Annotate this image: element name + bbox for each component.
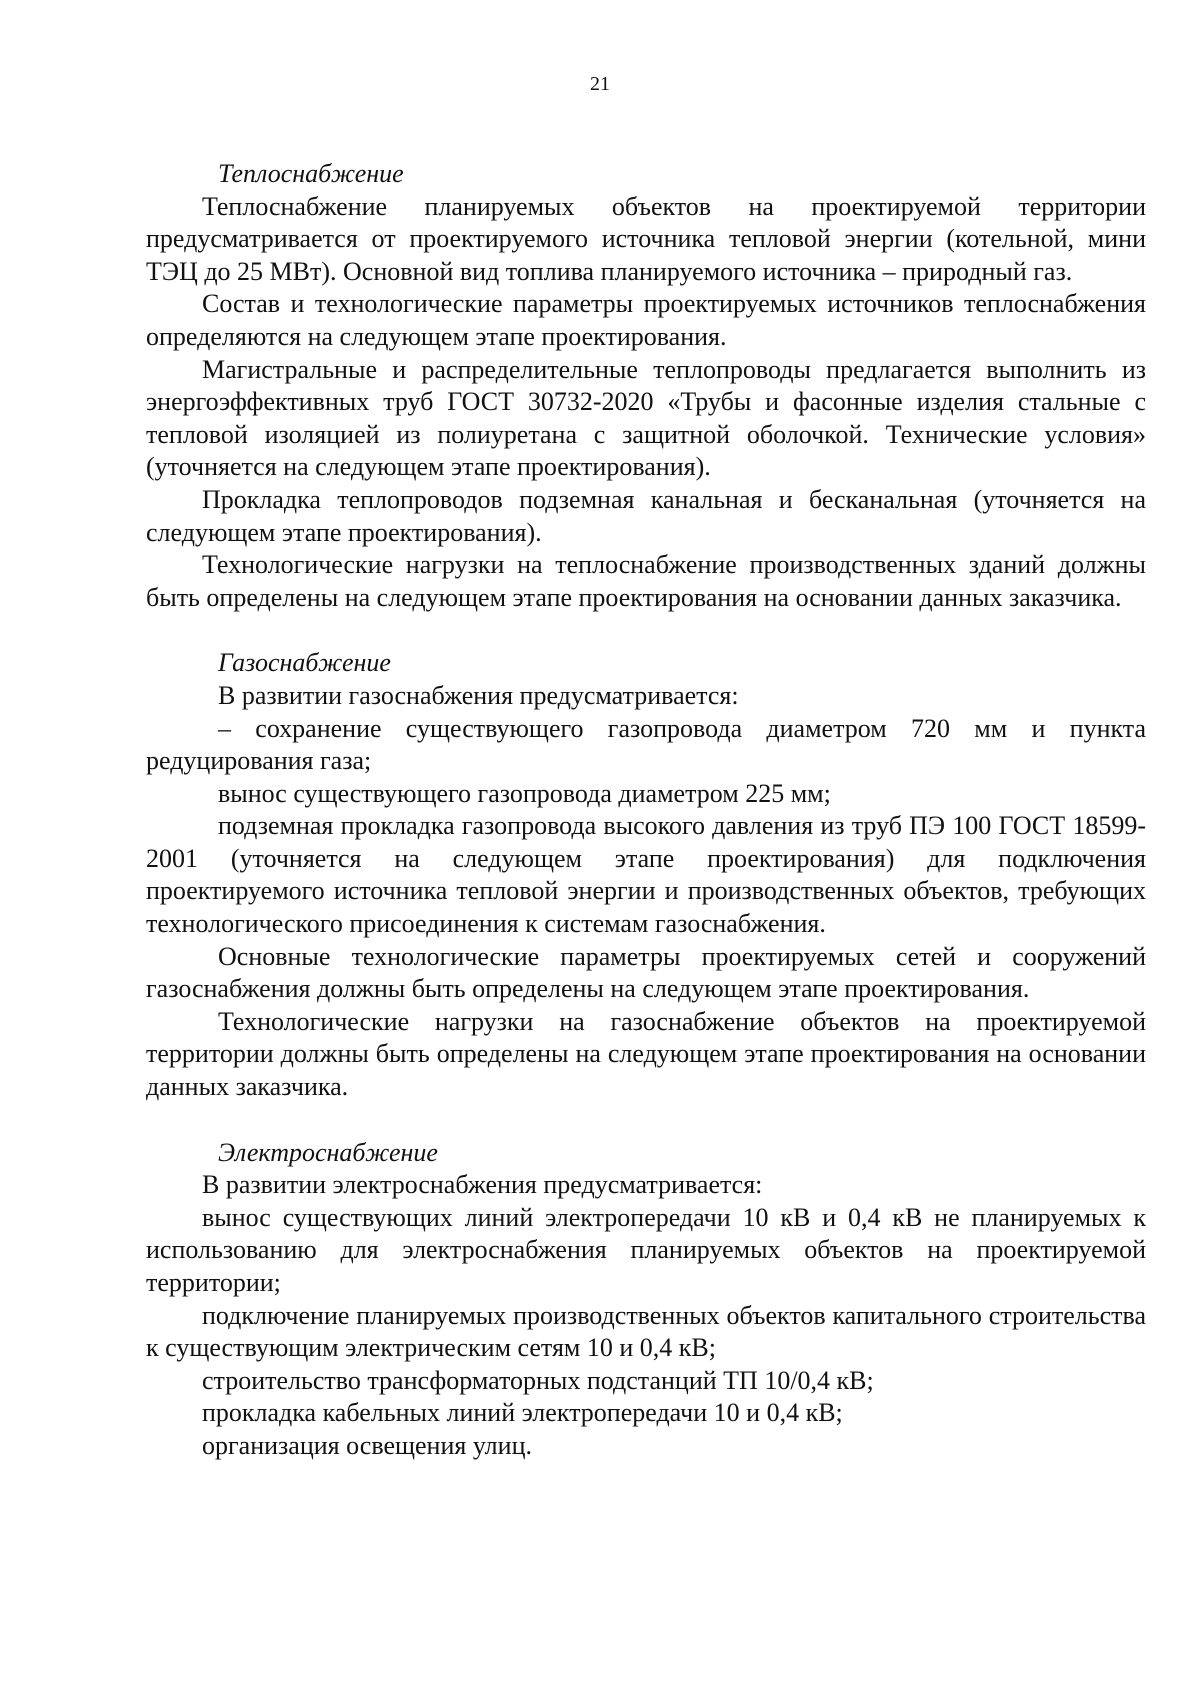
paragraph: Теплоснабжение планируемых объектов на проектируемой территории предусматривается от проектируемого источника тепловой энергии (котельной, мини ТЭЦ до 25 МВт). Основной вид топлива планируемого источника – природный газ. [146, 191, 1146, 286]
paragraph: – сохранение существующего газопровода диаметром 720 мм и пункта редуцирования газа; [146, 713, 1146, 776]
paragraph: подземная прокладка газопровода высокого давления из труб ПЭ 100 ГОСТ 18599-2001 (уточняется на следующем этапе проектирования) для подключения проектируемого источника тепловой энергии и производственных объектов, требующих технологического присоединения к системам газоснабжения. [146, 811, 1146, 939]
paragraph: вынос существующих линий электропередачи 10 кВ и 0,4 кВ не планируемых к использованию для электроснабжения планируемых объектов на проектируемой территории; [146, 1202, 1146, 1297]
paragraph: Технологические нагрузки на газоснабжение объектов на проектируемой территории должны быть определены на следующем этапе проектирования на основании данных заказчика. [146, 1006, 1146, 1102]
paragraph: прокладка кабельных линий электропередачи 10 и 0,4 кВ; [202, 1398, 843, 1428]
paragraph: вынос существующего газопровода диаметром 225 мм; [218, 778, 831, 808]
section-gap [146, 1104, 1146, 1137]
page-number: 21 [590, 73, 610, 95]
paragraph: Прокладка теплопроводов подземная канальная и бесканальная (уточняется на следующем этапе проектирования). [146, 484, 1146, 547]
section-heading: Газоснабжение [218, 648, 391, 678]
paragraph: Состав и технологические параметры проектируемых источников теплоснабжения определяются на следующем этапе проектирования. [146, 289, 1146, 351]
paragraph: организация освещения улиц. [202, 1430, 532, 1460]
section-heading: Электроснабжение [218, 1137, 438, 1167]
document-body [146, 158, 1146, 1463]
paragraph: Основные технологические параметры проектируемых сетей и сооружений газоснабжения должны быть определены на следующем этапе проектирования. [146, 941, 1146, 1004]
paragraph: Магистральные и распределительные теплопроводы предлагается выполнить из энергоэффективных труб ГОСТ 30732-2020 «Трубы и фасонные изделия стальные с тепловой изоляцией из полиуретана с защитной оболочкой. Технические условия» (уточняется на следующем этапе проектирования). [146, 354, 1146, 482]
paragraph: подключение планируемых производственных объектов капитального строительства к существующим электрическим сетям 10 и 0,4 кВ; [146, 1300, 1146, 1363]
paragraph: В развитии электроснабжения предусматривается: [202, 1170, 763, 1200]
paragraph: Технологические нагрузки на теплоснабжение производственных зданий должны быть определены на следующем этапе проектирования на основании данных заказчика. [146, 550, 1146, 612]
paragraph: строительство трансформаторных подстанций ТП 10/0,4 кВ; [202, 1365, 874, 1395]
section-heading: Теплоснабжение [218, 159, 404, 188]
section-gas-supply [146, 647, 1146, 1103]
section-electricity-supply [146, 1137, 1146, 1463]
paragraph: В развитии газоснабжения предусматривается: [218, 680, 739, 710]
section-heat-supply [146, 158, 1146, 614]
section-gap [146, 614, 1146, 647]
